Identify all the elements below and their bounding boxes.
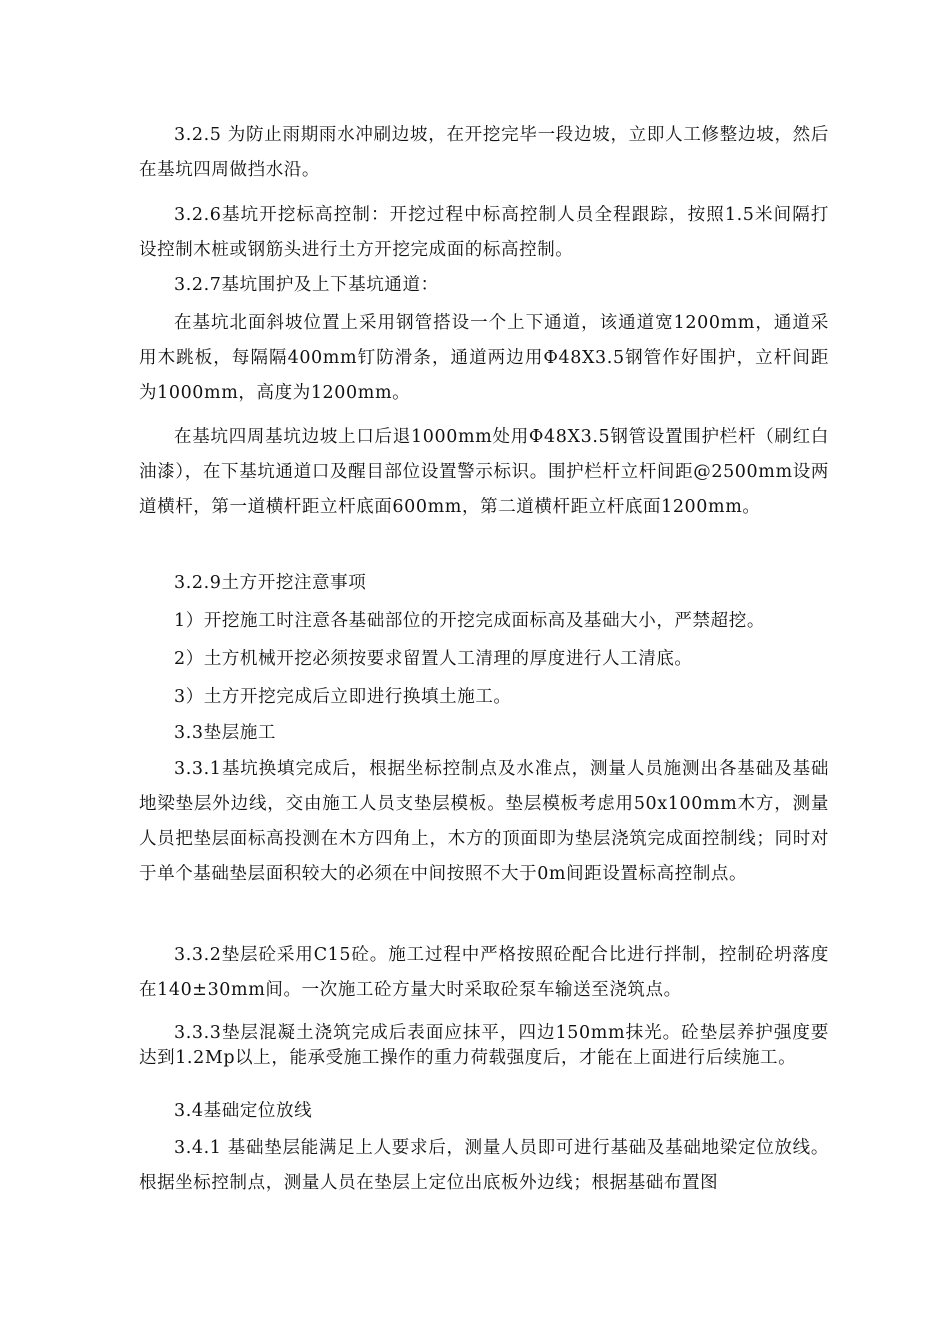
section-3-4-heading: 3.4基础定位放线 xyxy=(174,1101,313,1121)
paragraph-3-3-1: 3.3.1基坑换填完成后，根据坐标控制点及水准点，测量人员施测出各基础及基础地梁垫层外边线，交由施工人员支垫层模板。垫层模板考虑用50x100mm木方，测量人员把垫层面标高投测在木方四角上，木方的顶面即为垫层浇筑完成面控制线；同时对于单个基础垫层面积较大的必须在中间按照不大于0m间距设置标高控制点。 xyxy=(139,759,829,884)
list-item-1: 1）开挖施工时注意各基础部位的开挖完成面标高及基础大小，严禁超挖。 xyxy=(174,611,765,631)
paragraph-guardrail-detail: 在基坑四周基坑边坡上口后退1000mm处用Ф48X3.5钢管设置围护栏杆（刷红白油漆），在下基坑通道口及醒目部位设置警示标识。围护栏杆立杆间距@2500mm设两道横杆，第一道横杆距立杆底面600mm，第二道横杆距立杆底面1200mm。 xyxy=(139,427,829,517)
paragraph-3-3-3: 3.3.3垫层混凝土浇筑完成后表面应抹平，四边150mm抹光。砼垫层养护强度要达到1.2Mp以上，能承受施工操作的重力荷载强度后，才能在上面进行后续施工。 xyxy=(139,1023,829,1068)
paragraph-3-2-6: 3.2.6基坑开挖标高控制：开挖过程中标高控制人员全程跟踪，按照1.5米间隔打设控制木桩或钢筋头进行土方开挖完成面的标高控制。 xyxy=(139,205,829,260)
paragraph-passage-detail: 在基坑北面斜坡位置上采用钢管搭设一个上下通道，该通道宽1200mm，通道采用木跳板，每隔隔400mm钉防滑条，通道两边用Ф48X3.5钢管作好围护，立杆间距为1000mm，高度为1200mm。 xyxy=(139,313,829,403)
paragraph-3-2-9-heading: 3.2.9土方开挖注意事项 xyxy=(174,573,367,593)
list-item-2: 2）土方机械开挖必须按要求留置人工清理的厚度进行人工清底。 xyxy=(174,649,693,669)
paragraph-3-4-1: 3.4.1 基础垫层能满足上人要求后，测量人员即可进行基础及基础地梁定位放线。根据坐标控制点，测量人员在垫层上定位出底板外边线；根据基础布置图 xyxy=(139,1138,829,1193)
paragraph-3-2-7-heading: 3.2.7基坑围护及上下基坑通道： xyxy=(174,275,439,295)
list-item-3: 3）土方开挖完成后立即进行换填土施工。 xyxy=(174,687,512,707)
paragraph-3-3-2: 3.3.2垫层砼采用C15砼。施工过程中严格按照砼配合比进行拌制，控制砼坍落度在140±30mm间。一次施工砼方量大时采取砼泵车输送至浇筑点。 xyxy=(139,945,829,1000)
section-3-3-heading: 3.3垫层施工 xyxy=(174,723,277,743)
paragraph-3-2-5: 3.2.5 为防止雨期雨水冲刷边坡，在开挖完毕一段边坡，立即人工修整边坡，然后在基坑四周做挡水沿。 xyxy=(139,125,829,180)
